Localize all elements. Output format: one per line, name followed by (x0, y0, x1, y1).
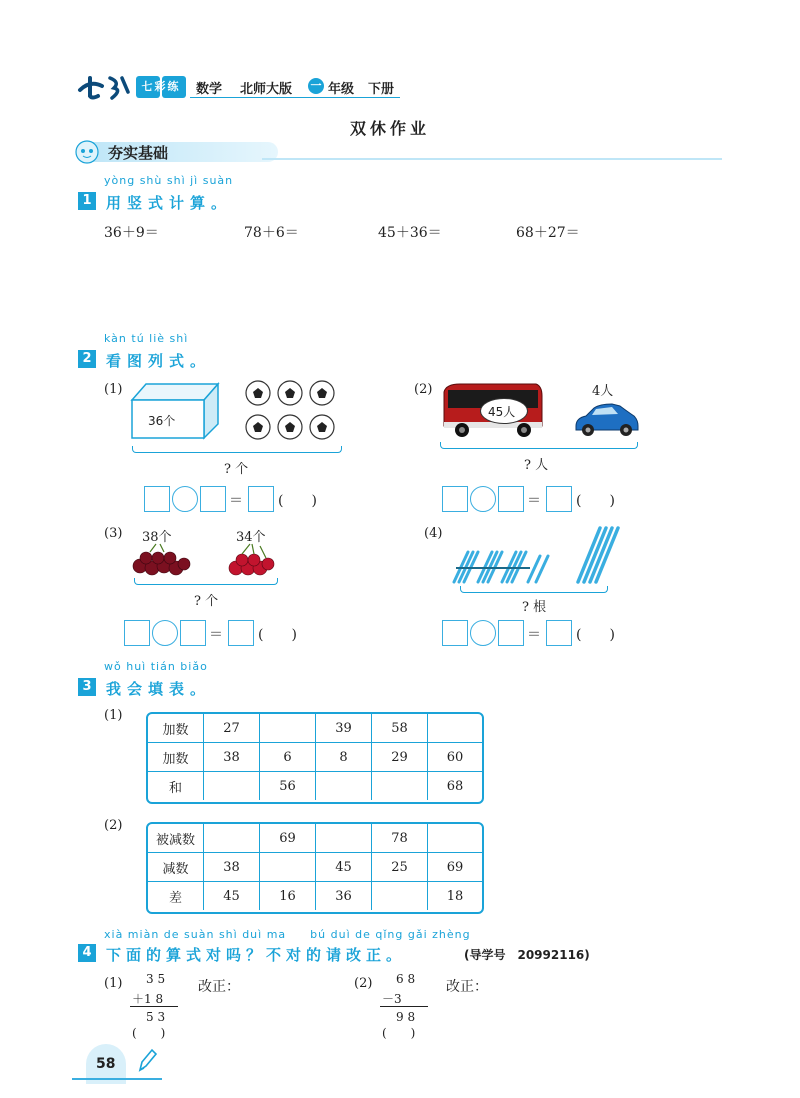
mascot-icon (72, 138, 102, 164)
q3-t1-cell[interactable] (316, 772, 372, 800)
q4-p1-rule (130, 1006, 178, 1007)
q2-p3-answer-box-2[interactable] (180, 620, 206, 646)
q1-problem-3: 45＋36＝ (378, 225, 442, 241)
q3-t2-header-cell: 差 (148, 882, 204, 910)
q3-t2-cell[interactable]: 78 (372, 824, 428, 853)
q3-t1-row-sum (148, 772, 482, 800)
q4-p2-fix-label: 改正： (446, 979, 488, 995)
cherries-left-image (130, 542, 192, 578)
q2-p4-answer-box-3[interactable] (546, 620, 572, 646)
q3-t1-cell[interactable]: 60 (428, 743, 482, 772)
header-edition: 北师大版 (240, 82, 293, 97)
q2-p2-label: (2) (414, 382, 433, 397)
header-subject: 数学 (196, 82, 223, 97)
q2-p4-equals: ＝ (527, 627, 541, 643)
q2-p4-operator-circle[interactable] (470, 620, 496, 646)
section-title: 夯实基础 (108, 144, 169, 162)
q2-p4-unit-paren[interactable]: ( ) (576, 627, 615, 643)
q1-problem-1: 36＋9＝ (104, 225, 159, 241)
q3-pinyin: wǒ huì tián biǎo (104, 660, 208, 673)
q4-title: 下面的算式对吗？不对的请改正。 (106, 946, 407, 964)
q2-p2-total: ? 人 (524, 458, 549, 473)
header-rule (190, 97, 400, 98)
page-title: 双休作业 (350, 119, 431, 138)
q2-p2-answer-box-2[interactable] (498, 486, 524, 512)
page-number: 58 (96, 1056, 116, 1072)
q3-number: 3 (78, 678, 96, 696)
q2-p1-brace (132, 446, 342, 453)
q3-t2-cell[interactable]: 36 (316, 882, 372, 910)
bus-label: 45人 (488, 405, 516, 419)
q4-p1-result: 5 3 (146, 1010, 166, 1024)
q3-t2-cell[interactable] (316, 824, 372, 853)
q3-t2-cell[interactable]: 69 (428, 853, 482, 882)
q3-t1-cell[interactable] (372, 772, 428, 800)
logo (76, 72, 188, 115)
q3-t2-row-minuend (148, 824, 482, 853)
q2-pinyin: kàn tú liè shì (104, 332, 189, 345)
q2-p3-unit-paren[interactable]: ( ) (258, 627, 297, 643)
q3-t2-cell[interactable] (260, 853, 316, 882)
q2-p3-answer-box-3[interactable] (228, 620, 254, 646)
q3-table-2 (146, 822, 484, 914)
q1-problem-2: 78＋6＝ (244, 225, 299, 241)
q3-t2-header-cell: 减数 (148, 853, 204, 882)
q4-guide-number: (导学号 20992116) (464, 948, 590, 962)
section-banner (72, 138, 722, 164)
q1-title: 用竖式计算。 (106, 194, 233, 212)
q2-p3-total: ? 个 (194, 594, 219, 609)
footer-rule (72, 1078, 162, 1080)
q3-t1-cell[interactable] (260, 714, 316, 743)
q3-t1-header-cell: 加数 (148, 743, 204, 772)
header-volume: 下册 (368, 82, 395, 97)
q2-p4-answer-box-1[interactable] (442, 620, 468, 646)
header-grade: 年级 (328, 82, 355, 97)
cherries-right-image (226, 542, 276, 578)
q2-p1-answer-box-3[interactable] (248, 486, 274, 512)
q2-p2-answer-box-3[interactable] (546, 486, 572, 512)
q3-t2-row-subtrahend (148, 853, 482, 882)
bus-image (440, 382, 544, 440)
q3-title: 我会填表。 (106, 680, 212, 698)
q2-title: 看图列式。 (106, 352, 212, 370)
q2-p3-count-a: 38个 (142, 530, 172, 545)
q3-t2-cell[interactable]: 16 (260, 882, 316, 910)
q3-t1-cell[interactable]: 38 (204, 743, 260, 772)
grade-badge: 一 (308, 78, 324, 94)
q3-t2-row-difference (148, 882, 482, 910)
q3-t1-cell[interactable] (428, 714, 482, 743)
car-label: 4人 (592, 384, 614, 399)
q3-t2-cell[interactable]: 69 (260, 824, 316, 853)
crate-image (130, 382, 220, 440)
logo-text: 七彩练霸 (141, 80, 181, 115)
q2-p2-brace (440, 442, 638, 449)
q2-p4-answer-box-2[interactable] (498, 620, 524, 646)
q3-t1-label: (1) (104, 708, 123, 723)
q3-t1-cell[interactable]: 27 (204, 714, 260, 743)
q4-p1-operand: ＋1 8 (132, 992, 164, 1006)
q2-p1-operator-circle[interactable] (172, 486, 198, 512)
q3-t2-cell[interactable]: 38 (204, 853, 260, 882)
q2-p1-answer-box-2[interactable] (200, 486, 226, 512)
q3-t2-cell[interactable] (204, 824, 260, 853)
q3-t1-header-cell: 和 (148, 772, 204, 800)
soccer-balls-image (244, 380, 340, 442)
q3-t2-header-cell: 被减数 (148, 824, 204, 853)
q3-t1-cell[interactable]: 6 (260, 743, 316, 772)
q4-p2-result: 9 8 (396, 1010, 416, 1024)
q4-pinyin: xià miàn de suàn shì duì ma bú duì de qǐng gǎi zhèng (104, 928, 471, 941)
q2-p3-brace (134, 578, 278, 585)
q2-p3-answer-box-1[interactable] (124, 620, 150, 646)
q4-p2-label: (2) (354, 976, 373, 991)
q3-t1-row-addend1 (148, 714, 482, 743)
q3-t1-cell[interactable]: 8 (316, 743, 372, 772)
q2-p2-answer-box-1[interactable] (442, 486, 468, 512)
q3-t1-cell[interactable]: 58 (372, 714, 428, 743)
q3-t1-cell[interactable] (204, 772, 260, 800)
q2-p4-total: ? 根 (522, 600, 547, 615)
q2-p3-label: (3) (104, 526, 123, 541)
q3-t2-cell[interactable] (372, 882, 428, 910)
q2-p1-answer-box-1[interactable] (144, 486, 170, 512)
q3-t1-row-addend2 (148, 743, 482, 772)
q4-p1-fix-label: 改正： (198, 979, 240, 995)
crate-label: 36个 (148, 414, 176, 428)
q3-t2-cell[interactable]: 45 (316, 853, 372, 882)
q4-number: 4 (78, 944, 96, 962)
q1-number: 1 (78, 192, 96, 210)
q1-problem-4: 68＋27＝ (516, 225, 580, 241)
q3-t1-cell[interactable]: 56 (260, 772, 316, 800)
q2-p1-total: ? 个 (224, 462, 249, 477)
q2-p1-unit-paren[interactable]: ( ) (278, 493, 317, 509)
q4-p1-label: (1) (104, 976, 123, 991)
q3-table-1 (146, 712, 484, 804)
q2-p1-label: (1) (104, 382, 123, 397)
sticks-bundles-image (450, 546, 550, 586)
q4-p1-top: 3 5 (146, 972, 166, 986)
q3-t2-cell[interactable]: 25 (372, 853, 428, 882)
pencil-icon (136, 1048, 158, 1074)
q3-t1-cell[interactable]: 68 (446, 778, 464, 794)
q4-p2-judge-paren[interactable]: ( ) (382, 1026, 416, 1040)
q2-p1-equals: ＝ (229, 493, 243, 509)
q2-p2-equals: ＝ (527, 493, 541, 509)
q3-t1-cell[interactable]: 29 (372, 743, 428, 772)
q2-p2-unit-paren[interactable]: ( ) (576, 493, 615, 509)
car-image (572, 400, 640, 438)
sticks-loose-image (574, 524, 622, 586)
q3-t1-cell[interactable]: 39 (316, 714, 372, 743)
banner-line (262, 158, 722, 160)
q2-p3-operator-circle[interactable] (152, 620, 178, 646)
q4-p2-top: 6 8 (396, 972, 416, 986)
q3-t2-label: (2) (104, 818, 123, 833)
q4-p2-operand: －3 (382, 992, 402, 1006)
q1-pinyin: yòng shù shì jì suàn (104, 174, 234, 187)
q2-p3-count-b: 34个 (236, 530, 266, 545)
q3-t1-header-cell: 加数 (148, 714, 204, 743)
q3-t2-cell[interactable] (428, 824, 482, 853)
q4-p1-judge-paren[interactable]: ( ) (132, 1026, 166, 1040)
q2-p4-brace (460, 586, 608, 593)
q2-number: 2 (78, 350, 96, 368)
q3-t2-cell[interactable]: 45 (204, 882, 260, 910)
q2-p2-operator-circle[interactable] (470, 486, 496, 512)
q3-t2-cell[interactable]: 18 (446, 888, 464, 904)
q2-p3-equals: ＝ (209, 627, 223, 643)
q4-p2-rule (380, 1006, 428, 1007)
q2-p4-label: (4) (424, 526, 443, 541)
